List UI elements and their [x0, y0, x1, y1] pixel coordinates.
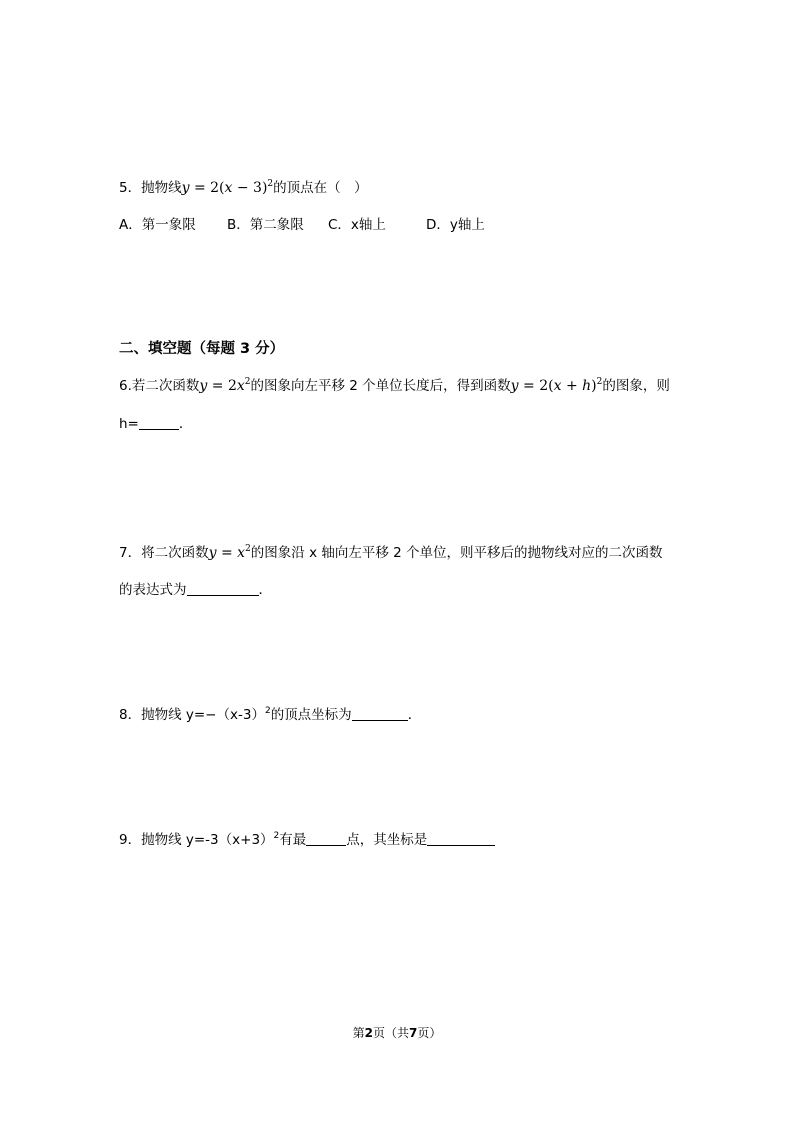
q5-prefix: 5．抛物线	[119, 180, 182, 196]
question-9: 9．抛物线 $y=-3(x+3)^2$有最 点，其坐标是	[119, 830, 495, 850]
question-7: 7．将二次函数$y = x^2$的图象沿 x 轴向左平移 2 个单位，则平移后的抛物线对应的二次函数	[119, 544, 663, 561]
question-6: 6.若二次函数$y = 2x^2$的图象向左平移 2 个单位长度后，得到函数$y = 2(x + h)^2$的图象，则	[119, 377, 670, 394]
question-6-line-2: h= ．	[119, 416, 193, 432]
page-footer: 第2页（共7页）	[352, 1026, 442, 1040]
answer-blank-q9-extreme[interactable]	[306, 831, 346, 846]
q5-suffix: 的顶点在（ ）	[273, 180, 368, 196]
q7-formula: $y = x^2$	[208, 544, 251, 561]
q5-formula: $y = 2(x - 3)^2$	[181, 179, 274, 196]
answer-blank-q9-coordinates[interactable]	[427, 831, 495, 846]
total-page-count: 7	[409, 1026, 418, 1040]
option-c[interactable]: C．x轴上	[328, 217, 386, 233]
current-page-number: 2	[364, 1026, 373, 1040]
q5-options	[119, 215, 485, 235]
section-heading-fill-in: 二、填空题（每题 3 分）	[119, 341, 285, 357]
q6-formula-1: $y = 2x^2$	[199, 377, 251, 394]
answer-blank-q7[interactable]	[187, 581, 259, 596]
question-5	[119, 178, 368, 198]
answer-blank-q8[interactable]	[352, 706, 408, 721]
option-d[interactable]: D．y轴上	[426, 217, 485, 233]
option-a[interactable]: A．第一象限	[119, 217, 196, 233]
answer-blank-q6[interactable]	[139, 415, 179, 430]
option-b[interactable]: B．第二象限	[227, 217, 304, 233]
question-7-line-2: 的表达式为 ．	[119, 582, 272, 598]
question-8: 8．抛物线 $y=-(x-3)^2$的顶点坐标为 ．	[119, 706, 422, 723]
q6-formula-2: $y = 2(x + h)^2$	[510, 377, 603, 394]
